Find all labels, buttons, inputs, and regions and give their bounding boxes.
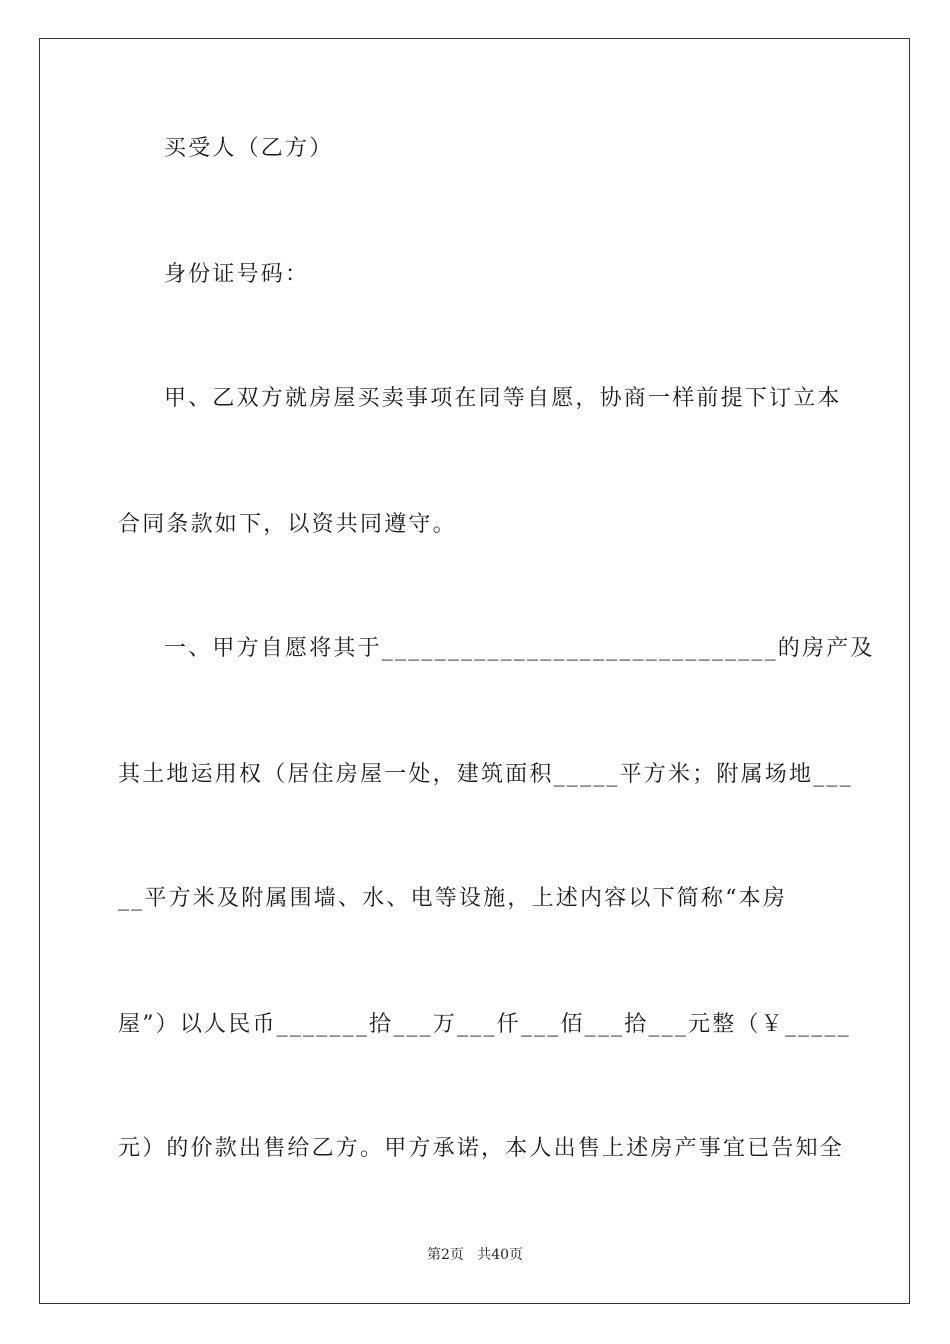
total-label-prefix: 共: [477, 1247, 492, 1263]
buyer-label: 买受人（乙方）: [164, 136, 334, 161]
page-number: 2: [440, 1247, 450, 1263]
clause-one-line-3: __平方米及附属围墙、水、电等设施，上述内容以下简称“本房: [118, 886, 788, 911]
clause-one-line-5: 元）的价款出售给乙方。甲方承诺，本人出售上述房产事宜已告知全: [118, 1136, 845, 1161]
clause-one-line-1: 一、甲方自愿将其于______________________________的房产及: [164, 636, 875, 661]
page-frame: [39, 38, 910, 1304]
page-footer: [0, 1246, 950, 1264]
total-pages: 40: [491, 1247, 510, 1263]
clause-one-line-4: 屋”）以人民币_______拾___万___仟___佰___拾___元整（￥_____: [118, 1012, 851, 1037]
total-label-suffix: 页: [509, 1247, 524, 1263]
clause-one-line-2: 其土地运用权（居住房屋一处，建筑面积_____平方米；附属场地___: [118, 762, 853, 787]
page-label-suffix: 页: [449, 1247, 464, 1263]
page-label-prefix: 第: [426, 1247, 441, 1263]
id-number-label: 身份证号码：: [164, 262, 310, 287]
paragraph-line-1: 甲、乙双方就房屋买卖事项在同等自愿，协商一样前提下订立本: [164, 386, 842, 411]
paragraph-line-2: 合同条款如下，以资共同遵守。: [118, 512, 457, 537]
